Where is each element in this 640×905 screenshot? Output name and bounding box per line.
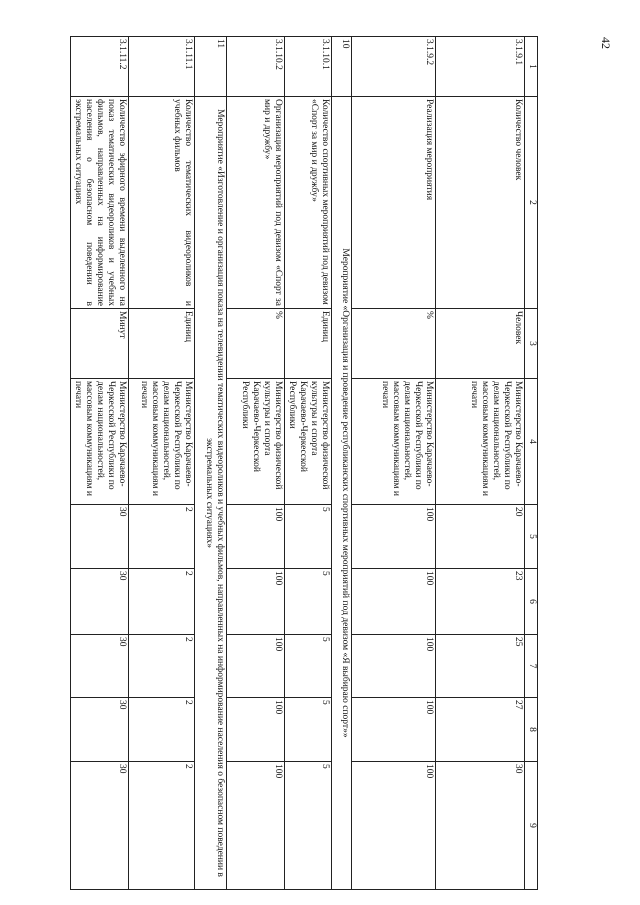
table-row bbox=[352, 37, 436, 890]
row-value: 30 bbox=[71, 698, 129, 762]
row-value: 5 bbox=[285, 569, 332, 635]
row-value: 2 bbox=[129, 635, 195, 698]
row-value: 23 bbox=[436, 569, 525, 635]
row-value: 5 bbox=[285, 505, 332, 569]
row-value: 100 bbox=[227, 698, 285, 762]
column-number-row bbox=[525, 37, 538, 890]
row-value: 5 bbox=[285, 635, 332, 698]
section-row bbox=[332, 37, 352, 890]
column-number: 7 bbox=[525, 635, 538, 698]
row-indicator: Количество эфирного времени выделенного на показ тематических видеороликов и учебных фильмов, направленных на информирование населения о безопасном поведении в экстремальных ситуациях bbox=[71, 97, 129, 309]
row-organization: Министерство Карачаево-Черкесской Республики по делам национальностей, массовым коммуникациям и печати bbox=[71, 379, 129, 505]
row-indicator: Количество спортивных мероприятий под девизом «Спорт за мир и дружбу» bbox=[285, 97, 332, 309]
row-unit: Единиц bbox=[285, 309, 332, 379]
row-unit: Человек bbox=[436, 309, 525, 379]
table-row bbox=[285, 37, 332, 890]
row-code: 3.1.10.1 bbox=[285, 37, 332, 97]
column-number: 9 bbox=[525, 762, 538, 890]
table-row bbox=[129, 37, 195, 890]
row-code: 3.1.10.2 bbox=[227, 37, 285, 97]
row-code: 3.1.9.1 bbox=[436, 37, 525, 97]
table-row bbox=[436, 37, 525, 890]
section-title: Мероприятие «Изготовление и организация показа на телевидении тематических видеороликов и учебных фильмов, направленных на информирование населения о безопасном поведении в экстремальных ситуациях» bbox=[195, 97, 227, 890]
row-value: 30 bbox=[71, 569, 129, 635]
row-value: 2 bbox=[129, 762, 195, 890]
row-value: 30 bbox=[71, 505, 129, 569]
row-value: 2 bbox=[129, 569, 195, 635]
row-indicator: Реализация мероприятия bbox=[352, 97, 436, 309]
section-title: Мероприятие «Организация и проведение республиканских спортивных мероприятий под девизом «Я выбираю спорт»» bbox=[332, 97, 352, 890]
row-value: 30 bbox=[436, 762, 525, 890]
row-organization: Министерство физической культуры и спорта Карачаево-Черкесской Республики bbox=[227, 379, 285, 505]
rotated-page-frame bbox=[73, 36, 538, 889]
row-value: 100 bbox=[352, 762, 436, 890]
row-value: 30 bbox=[71, 635, 129, 698]
row-code: 3.1.11.2 bbox=[71, 37, 129, 97]
column-number: 4 bbox=[525, 379, 538, 505]
table-row bbox=[71, 37, 129, 890]
row-organization: Министерство Карачаево-Черкесской Республики по делам национальностей, массовым коммуникациям и печати bbox=[436, 379, 525, 505]
column-number: 2 bbox=[525, 97, 538, 309]
row-value: 100 bbox=[227, 505, 285, 569]
page-number: 42 bbox=[599, 37, 613, 49]
row-value: 20 bbox=[436, 505, 525, 569]
row-organization: Министерство физической культуры и спорта Карачаево-Черкесской Республики bbox=[285, 379, 332, 505]
row-code: 3.1.9.2 bbox=[352, 37, 436, 97]
indicators-table bbox=[70, 36, 538, 890]
column-number: 6 bbox=[525, 569, 538, 635]
row-code: 3.1.11.1 bbox=[129, 37, 195, 97]
row-unit: % bbox=[352, 309, 436, 379]
row-value: 2 bbox=[129, 698, 195, 762]
row-value: 5 bbox=[285, 762, 332, 890]
row-value: 100 bbox=[352, 635, 436, 698]
row-value: 100 bbox=[352, 698, 436, 762]
row-value: 25 bbox=[436, 635, 525, 698]
row-value: 100 bbox=[352, 505, 436, 569]
column-number: 3 bbox=[525, 309, 538, 379]
row-unit: Минут bbox=[71, 309, 129, 379]
row-value: 2 bbox=[129, 505, 195, 569]
column-number: 8 bbox=[525, 698, 538, 762]
row-organization: Министерство Карачаево-Черкесской Республики по делам национальностей, массовым коммуникациям и печати bbox=[129, 379, 195, 505]
row-unit: % bbox=[227, 309, 285, 379]
row-indicator: Организация мероприятий под девизом «Спорт за мир и дружбу» bbox=[227, 97, 285, 309]
row-value: 100 bbox=[227, 635, 285, 698]
row-organization: Министерство Карачаево-Черкесской Республики по делам национальностей, массовым коммуникациям и печати bbox=[352, 379, 436, 505]
row-value: 100 bbox=[227, 569, 285, 635]
table-row bbox=[227, 37, 285, 890]
row-unit: Единиц bbox=[129, 309, 195, 379]
section-number: 11 bbox=[195, 37, 227, 97]
section-row bbox=[195, 37, 227, 890]
row-value: 100 bbox=[352, 569, 436, 635]
row-value: 27 bbox=[436, 698, 525, 762]
column-number: 5 bbox=[525, 505, 538, 569]
row-value: 5 bbox=[285, 698, 332, 762]
row-indicator: Количество человек bbox=[436, 97, 525, 309]
section-number: 10 bbox=[332, 37, 352, 97]
table-sheet bbox=[73, 36, 538, 889]
row-value: 100 bbox=[227, 762, 285, 890]
row-indicator: Количество тематических видеороликов и учебных фильмов bbox=[129, 97, 195, 309]
column-number: 1 bbox=[525, 37, 538, 97]
row-value: 30 bbox=[71, 762, 129, 890]
